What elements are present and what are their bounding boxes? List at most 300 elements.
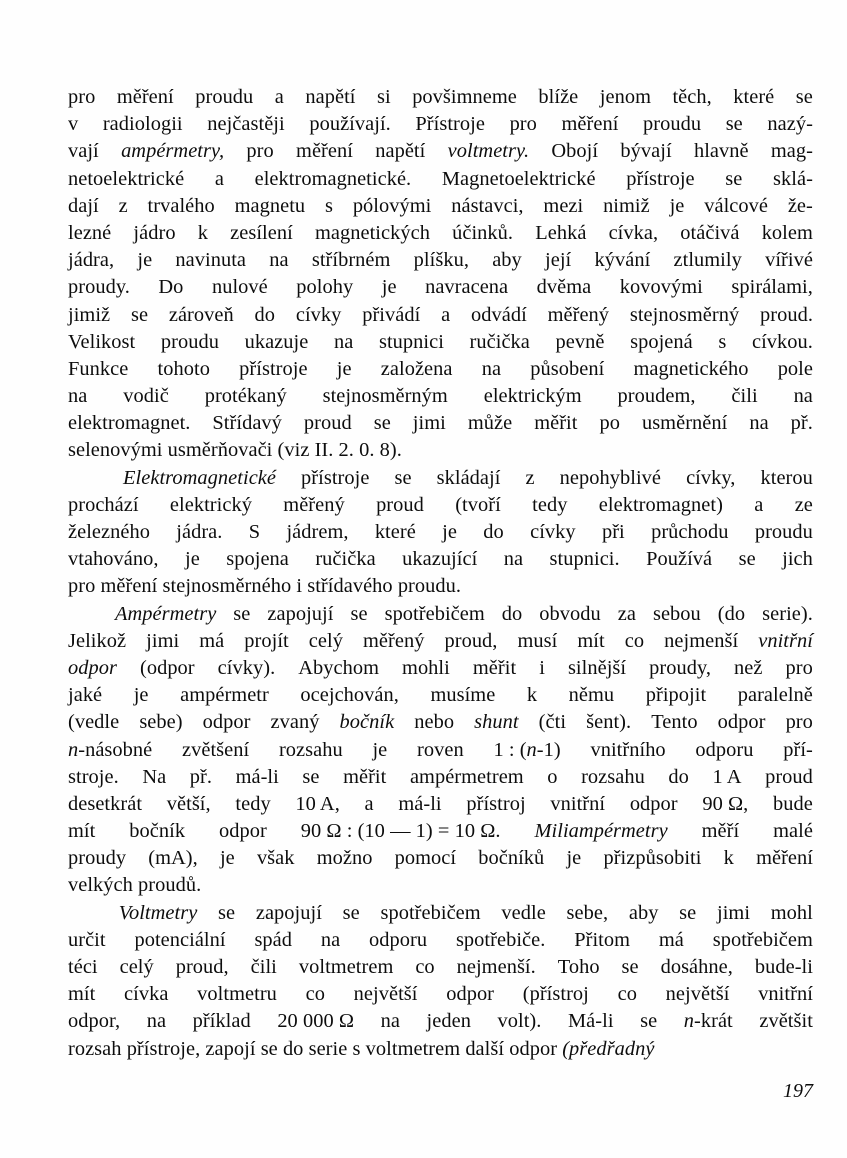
text-run: serie [308, 1037, 348, 1060]
text-run: př. [790, 412, 813, 435]
word [68, 274, 130, 301]
text-run: zapojí [205, 1037, 256, 1060]
word [758, 981, 813, 1008]
word [115, 601, 216, 628]
word [599, 410, 620, 437]
text-run: měření [756, 847, 813, 870]
text-run: bočník [129, 820, 186, 843]
word [218, 900, 235, 927]
text-line [68, 601, 813, 628]
text-line [68, 1008, 813, 1035]
word [362, 302, 420, 329]
text-run: čili [250, 956, 277, 978]
word [119, 193, 128, 220]
word [599, 492, 723, 519]
word [718, 709, 766, 736]
text-run: cívka [124, 983, 169, 1006]
text-run: Obojí [551, 140, 599, 163]
text-run: jádro [133, 221, 176, 244]
text-run: účinků. [452, 221, 514, 244]
text-run: těch, [672, 86, 712, 108]
word [233, 601, 250, 628]
text-run: ocejchován, [300, 684, 399, 707]
text-run: (tvoří [455, 493, 501, 516]
text-line [68, 981, 813, 1008]
word [600, 84, 651, 111]
text-run: 10 A, [295, 792, 340, 815]
word [526, 465, 535, 492]
text-run: celý [308, 629, 343, 652]
text-run: pro [785, 656, 813, 679]
text-line [68, 519, 813, 546]
text-run: proudu [160, 330, 219, 353]
text-run: pro [68, 86, 96, 108]
text-run: pevně [555, 330, 605, 353]
word [755, 954, 813, 981]
text-run: pólovými [352, 194, 432, 217]
text-run: serie). [762, 602, 813, 625]
text-run: proudem, [617, 385, 696, 408]
text-run: příklad [192, 1010, 251, 1033]
word [659, 927, 684, 954]
text-run: S [248, 521, 261, 543]
word [674, 247, 742, 274]
word [395, 465, 412, 492]
word [68, 193, 99, 220]
text-run: možno [316, 847, 373, 870]
text-line [68, 437, 813, 464]
text-run: stupnici. [549, 548, 620, 571]
word [668, 764, 689, 791]
word [761, 465, 813, 492]
text-run: do [483, 521, 504, 543]
word [547, 764, 557, 791]
text-run: může [467, 412, 513, 435]
word [120, 954, 154, 981]
word [560, 465, 661, 492]
word [759, 1008, 813, 1035]
text-run: jimiž [68, 303, 111, 326]
word [718, 329, 726, 356]
word [68, 410, 190, 437]
text-line [68, 138, 813, 165]
word [68, 356, 128, 383]
word [634, 356, 749, 383]
word [670, 193, 685, 220]
word [354, 981, 418, 1008]
text-run: bude [773, 792, 813, 815]
text-run: čili [731, 385, 758, 408]
word [726, 111, 743, 138]
word [749, 410, 768, 437]
text-run: nulové [211, 276, 268, 299]
word [672, 84, 711, 111]
word [493, 737, 560, 764]
text-run: však [256, 847, 295, 870]
text-run: se [218, 901, 236, 924]
word [664, 628, 738, 655]
text-run: proud [303, 412, 352, 435]
word [620, 138, 671, 165]
word [446, 981, 494, 1008]
text-run: zvětšení [182, 738, 250, 761]
word [219, 818, 267, 845]
text-run: se [738, 548, 756, 571]
text-run: jimi [716, 901, 751, 924]
text-run: blíže [538, 86, 579, 108]
word [271, 709, 320, 736]
text-run: k [526, 684, 538, 707]
text-run: co [624, 629, 645, 652]
word [473, 655, 516, 682]
text-run: se [725, 113, 743, 136]
word [653, 601, 701, 628]
word [733, 84, 774, 111]
text-run: proudy [68, 847, 127, 870]
text-run: kovovými [619, 276, 703, 299]
text-line [68, 166, 813, 193]
word [566, 845, 581, 872]
word [68, 166, 184, 193]
text-run: měřený [283, 493, 345, 516]
word [717, 900, 750, 927]
text-run: nejmenší [664, 629, 739, 652]
text-run: 90 Ω, [702, 792, 749, 815]
word [755, 519, 813, 546]
word [474, 709, 518, 736]
word [413, 410, 446, 437]
word [325, 193, 333, 220]
text-run: je [669, 194, 685, 217]
text-run: jimi [146, 629, 180, 652]
text-run: cívky [295, 303, 342, 326]
text-run: n [526, 738, 537, 761]
text-run: na [333, 330, 354, 353]
word [68, 954, 98, 981]
text-run: otáčivá [680, 221, 740, 244]
word [315, 546, 375, 573]
word [309, 111, 390, 138]
word [381, 1008, 400, 1035]
text-run: se [679, 901, 697, 924]
text-run: z [118, 194, 128, 217]
text-run: př. [189, 765, 212, 788]
word [235, 791, 270, 818]
word [626, 166, 694, 193]
word [442, 166, 596, 193]
word [414, 247, 469, 274]
word [510, 111, 537, 138]
word [457, 954, 536, 981]
word [395, 845, 456, 872]
text-run: zesílení [230, 221, 293, 244]
text-run: mohl [770, 901, 813, 924]
text-run: netoelektrické [68, 167, 185, 190]
text-run: nejmenší. [456, 956, 536, 978]
text-run: proud. [760, 303, 813, 326]
text-run: jeden [426, 1010, 471, 1033]
text-run: rozsah [68, 1037, 122, 1060]
text-run: sklá- [773, 167, 813, 190]
text-run: na [481, 357, 502, 380]
text-run: přístroje [301, 466, 370, 489]
word [304, 410, 352, 437]
text-run: volt). [497, 1010, 542, 1033]
text-run: se [130, 303, 149, 326]
text-run: spád [254, 928, 293, 951]
word [142, 764, 166, 791]
paragraph [68, 900, 813, 1063]
page-number: 197 [783, 1080, 813, 1102]
text-run: tohoto [157, 357, 210, 380]
text-run: (přístroj [522, 983, 589, 1006]
text-run: potenciální [134, 928, 226, 951]
word [212, 274, 268, 301]
text-run: s [352, 1037, 361, 1060]
word [666, 981, 730, 1008]
word [68, 845, 126, 872]
text-line [68, 410, 813, 437]
word [146, 628, 179, 655]
word [350, 601, 367, 628]
word [131, 302, 148, 329]
text-run: jenom [599, 86, 651, 108]
text-run: odporu [369, 928, 428, 951]
word [257, 845, 295, 872]
text-run: než [734, 656, 763, 679]
text-run: do [668, 765, 689, 788]
word [68, 247, 114, 274]
word [182, 737, 249, 764]
text-line [68, 329, 813, 356]
text-line [68, 818, 813, 845]
word [498, 1008, 542, 1035]
word [694, 138, 749, 165]
text-run: spotřebičem [712, 928, 813, 951]
text-run: další [465, 1037, 505, 1060]
text-run: zvaný [270, 711, 320, 734]
text-run: bývají [620, 140, 672, 163]
text-run: polohy [296, 276, 354, 299]
text-run: pro [509, 113, 537, 136]
word [771, 900, 813, 927]
text-run: přizpůsobiti [603, 847, 702, 870]
text-run: obvodu [539, 602, 601, 625]
text-run: které [374, 521, 416, 543]
text-run: odpor [446, 983, 495, 1006]
text-run: vnitřní [758, 983, 813, 1006]
text-run: vnitřní [758, 629, 813, 652]
word [569, 682, 615, 709]
text-run: jádrem, [286, 521, 349, 543]
text-run: sebou [652, 602, 701, 625]
text-run: pří- [783, 738, 813, 761]
word [385, 601, 485, 628]
text-run: (čti [538, 711, 567, 734]
word [712, 764, 741, 791]
text-run: měří [701, 820, 740, 843]
text-run: vnitřního [590, 738, 666, 761]
text-run: zapojují [255, 901, 322, 924]
word [786, 709, 813, 736]
word [119, 900, 198, 927]
text-run: voltmetry. [447, 140, 530, 163]
text-run: má-li [235, 765, 279, 788]
text-run: do [254, 303, 276, 326]
text-line [68, 845, 813, 872]
text-run: ampérmetr [180, 684, 269, 707]
text-run: mohli [402, 656, 450, 679]
text-run: do [501, 602, 523, 625]
text-run: spotřebičem [380, 901, 481, 924]
word [425, 274, 508, 301]
word [158, 274, 183, 301]
word [430, 682, 495, 709]
word [646, 682, 706, 709]
word [684, 1008, 733, 1035]
word [372, 737, 387, 764]
word [381, 356, 453, 383]
word [176, 519, 222, 546]
text-run: magnetu [234, 194, 306, 217]
text-line [68, 247, 813, 274]
word [249, 519, 260, 546]
text-run: Má-li [568, 1010, 614, 1033]
word [68, 927, 106, 954]
text-run: Střídavý [212, 412, 282, 435]
text-run: je [381, 276, 397, 299]
text-run: největší [665, 983, 730, 1006]
text-run: dají [68, 194, 99, 217]
text-run: dvěma [536, 276, 592, 299]
word [455, 492, 501, 519]
word [68, 138, 99, 165]
word [376, 492, 424, 519]
word [207, 111, 285, 138]
text-run: Velikost [68, 330, 136, 353]
text-run: měření [116, 86, 174, 108]
word [123, 465, 276, 492]
text-run: pro [246, 140, 274, 163]
text-run: (odpor [139, 656, 195, 679]
word [532, 492, 567, 519]
text-run: vtahováno, [68, 548, 159, 571]
word [309, 628, 343, 655]
word [704, 193, 768, 220]
text-run: (vedle [68, 711, 120, 734]
text-run: se [621, 956, 639, 978]
text-run: zvětšit [759, 1010, 813, 1033]
word [773, 791, 813, 818]
word [377, 84, 391, 111]
word [68, 84, 95, 111]
text-run: tedy [532, 493, 568, 516]
text-line [68, 193, 813, 220]
text-run: nejčastěji [207, 113, 285, 136]
text-run: Přístroje [415, 113, 485, 136]
word [414, 709, 454, 736]
text-run: voltmetrem [365, 1037, 461, 1060]
text-run: malé [773, 820, 813, 843]
text-run: odpor, [68, 1010, 121, 1033]
text-run: které [733, 86, 775, 108]
text-run: stejnosměrným [322, 385, 448, 408]
word [139, 709, 182, 736]
word [380, 900, 480, 927]
word [504, 546, 523, 573]
text-run: přístroje [626, 167, 695, 190]
text-run: protékaný [204, 385, 287, 408]
text-run: si [377, 86, 391, 108]
word [246, 138, 273, 165]
text-run: cívky). [217, 656, 276, 679]
word [121, 138, 224, 165]
text-run: na [68, 385, 88, 408]
word [402, 546, 477, 573]
word [117, 84, 174, 111]
word [283, 492, 344, 519]
word [148, 193, 215, 220]
text-line [68, 111, 813, 138]
text-run: 20 000 Ω [277, 1010, 355, 1033]
text-line [68, 302, 813, 329]
word [68, 791, 142, 818]
word [230, 220, 293, 247]
word [602, 519, 625, 546]
text-run: -násobné [78, 738, 153, 761]
word [68, 737, 152, 764]
word [625, 628, 644, 655]
word [296, 302, 342, 329]
word [577, 628, 604, 655]
word [551, 138, 598, 165]
text-run: se [260, 1037, 278, 1060]
text-run: ztlumily [673, 249, 742, 272]
word [296, 138, 353, 165]
word [537, 274, 592, 301]
word [550, 546, 620, 573]
text-run: vedle [501, 901, 546, 924]
word [760, 302, 813, 329]
word [68, 1008, 120, 1035]
text-run: cívky, [686, 466, 736, 489]
word [758, 628, 813, 655]
word [680, 220, 739, 247]
text-run: elektrický [169, 493, 252, 516]
word [340, 709, 395, 736]
word [646, 546, 712, 573]
text-run: Na [142, 765, 167, 788]
text-run: spojená [630, 330, 693, 353]
word [158, 356, 210, 383]
text-run: stříbrném [311, 249, 391, 272]
word [251, 954, 277, 981]
text-run: proudu [754, 521, 813, 543]
text-run: (mA), [148, 847, 198, 870]
text-run: desetkrát [68, 792, 143, 815]
word [534, 410, 577, 437]
word [68, 383, 87, 410]
text-run: -krát [694, 1010, 733, 1033]
word [337, 356, 352, 383]
word [68, 655, 117, 682]
word [762, 220, 813, 247]
word [651, 709, 697, 736]
text-run: se [342, 901, 360, 924]
text-run: co [305, 983, 325, 1006]
text-run: při [601, 521, 625, 543]
text-run: proud, [444, 629, 498, 652]
